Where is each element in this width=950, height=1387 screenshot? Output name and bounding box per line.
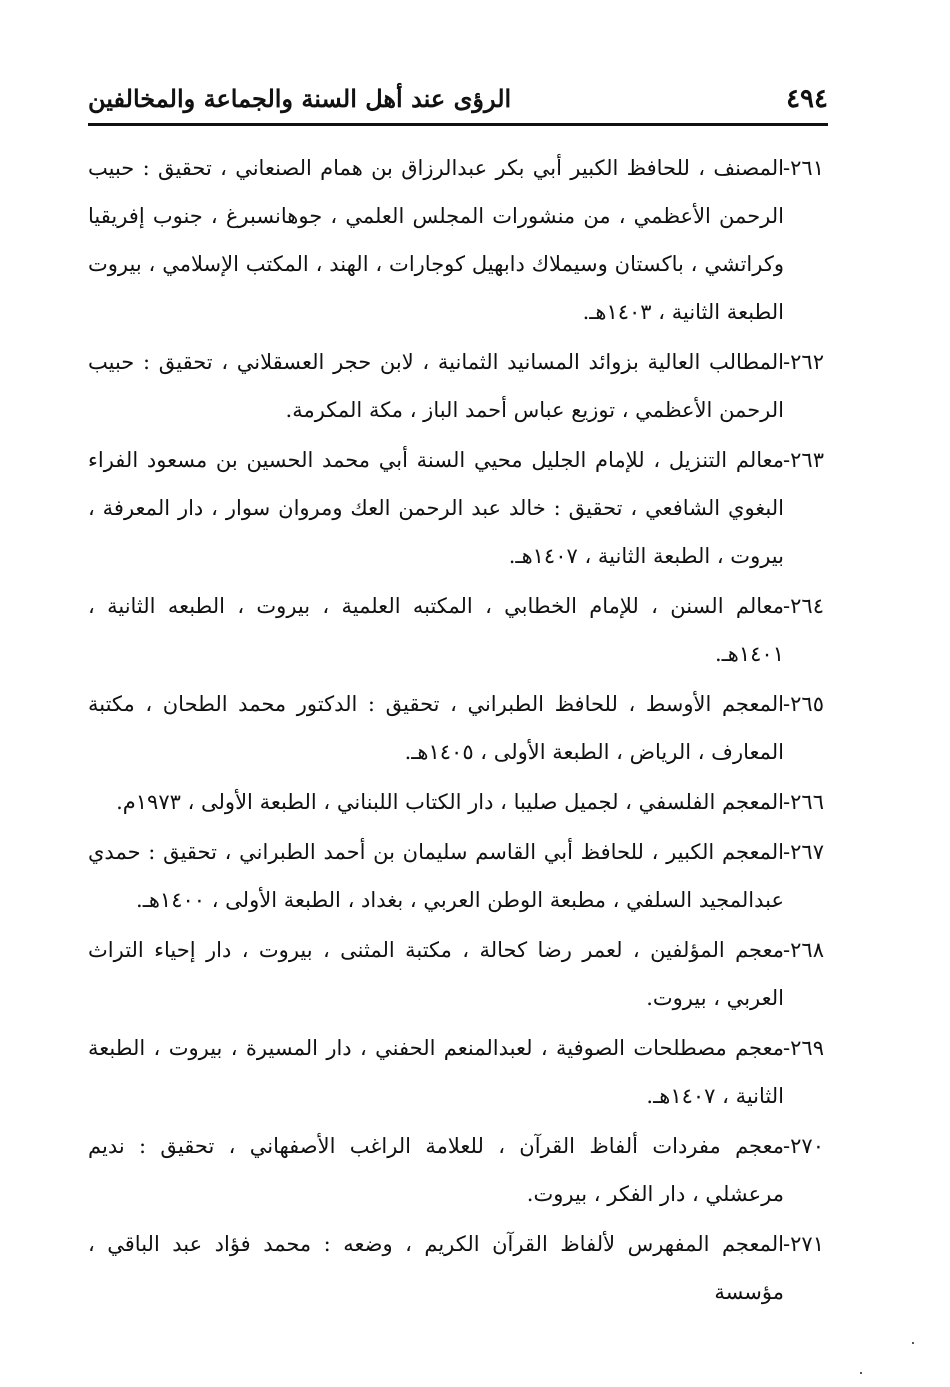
entry-text: معجم المؤلفين ، لعمر رضا كحالة ، مكتبة المثنى ، بيروت ، دار إحياء التراث العربي ، بيروت.	[88, 938, 784, 1010]
entry-number: ٢٧١-	[783, 1232, 824, 1256]
scan-speck	[912, 1342, 914, 1344]
bibliography-entry-265	[88, 680, 824, 776]
entry-text: المصنف ، للحافظ الكبير أبي بكر عبدالرزاق بن همام الصنعاني ، تحقيق : حبيب الرحمن الأعظمي ، من منشورات المجلس العلمي ، جوهانسبرغ ، جنوب إفريقيا وكراتشي ، باكستان وسيملاك دابهيل كوجارات ، الهند ، المكتب الإسلامي ، بيروت الطبعة الثانية ، ١٤٠٣هـ.	[88, 156, 784, 324]
entry-text: المعجم الفلسفي ، لجميل صليبا ، دار الكتاب اللبناني ، الطبعة الأولى ، ١٩٧٣م.	[116, 790, 784, 814]
bibliography-entry-269	[88, 1024, 824, 1120]
bibliography-entry-267	[88, 828, 824, 924]
bibliography-entry-263	[88, 436, 824, 580]
entry-text: معجم مصطلحات الصوفية ، لعبدالمنعم الحفني ، دار المسيرة ، بيروت ، الطبعة الثانية ، ١٤٠٧هـ.	[88, 1036, 784, 1108]
bibliography-list	[88, 144, 824, 1318]
bibliography-entry-268	[88, 926, 824, 1022]
scan-speck	[860, 1372, 862, 1374]
entry-text: المعجم الكبير ، للحافظ أبي القاسم سليمان بن أحمد الطبراني ، تحقيق : حمدي عبدالمجيد السلفي ، مطبعة الوطن العربي ، بغداد ، الطبعة الأولى ، ١٤٠٠هـ.	[88, 840, 784, 912]
page-header	[88, 82, 828, 118]
bibliography-entry-261	[88, 144, 824, 336]
bibliography-entry-271	[88, 1220, 824, 1316]
entry-number: ٢٦٣-	[783, 448, 824, 472]
bibliography-entry-264	[88, 582, 824, 678]
entry-number: ٢٦٧-	[783, 840, 824, 864]
bibliography-entry-266	[88, 778, 824, 826]
entry-number: ٢٧٠-	[783, 1134, 824, 1158]
entry-text: معالم السنن ، للإمام الخطابي ، المكتبه العلمية ، بيروت ، الطبعه الثانية ، ١٤٠١هـ.	[88, 594, 784, 666]
entry-number: ٢٦٥-	[783, 692, 824, 716]
entry-text: معالم التنزيل ، للإمام الجليل محيي السنة أبي محمد الحسين بن مسعود الفراء البغوي الشافعي ، تحقيق : خالد عبد الرحمن العك ومروان سوار ، دار المعرفة ، بيروت ، الطبعة الثانية ، ١٤٠٧هـ.	[88, 448, 784, 568]
header-rule	[88, 123, 828, 126]
entry-number: ٢٦٨-	[783, 938, 824, 962]
bibliography-entry-270	[88, 1122, 824, 1218]
entry-number: ٢٦٤-	[783, 594, 824, 618]
entry-number: ٢٦٦-	[783, 790, 824, 814]
entry-number: ٢٦٢-	[783, 350, 824, 374]
entry-text: المعجم الأوسط ، للحافظ الطبراني ، تحقيق : الدكتور محمد الطحان ، مكتبة المعارف ، الرياض ، الطبعة الأولى ، ١٤٠٥هـ.	[88, 692, 784, 764]
running-title: الرؤى عند أهل السنة والجماعة والمخالفين	[88, 84, 512, 113]
entry-text: المطالب العالية بزوائد المسانيد الثمانية ، لابن حجر العسقلاني ، تحقيق : حبيب الرحمن الأعظمي ، توزيع عباس أحمد الباز ، مكة المكرمة.	[88, 350, 784, 422]
entry-number: ٢٦٩-	[783, 1036, 824, 1060]
bibliography-entry-262	[88, 338, 824, 434]
entry-number: ٢٦١-	[783, 156, 824, 180]
entry-text: المعجم المفهرس لألفاظ القرآن الكريم ، وضعه : محمد فؤاد عبد الباقي ، مؤسسة	[88, 1232, 784, 1304]
page-number: ٤٩٤	[786, 84, 828, 114]
entry-text: معجم مفردات ألفاظ القرآن ، للعلامة الراغب الأصفهاني ، تحقيق : نديم مرعشلي ، دار الفكر ، بيروت.	[88, 1134, 784, 1206]
